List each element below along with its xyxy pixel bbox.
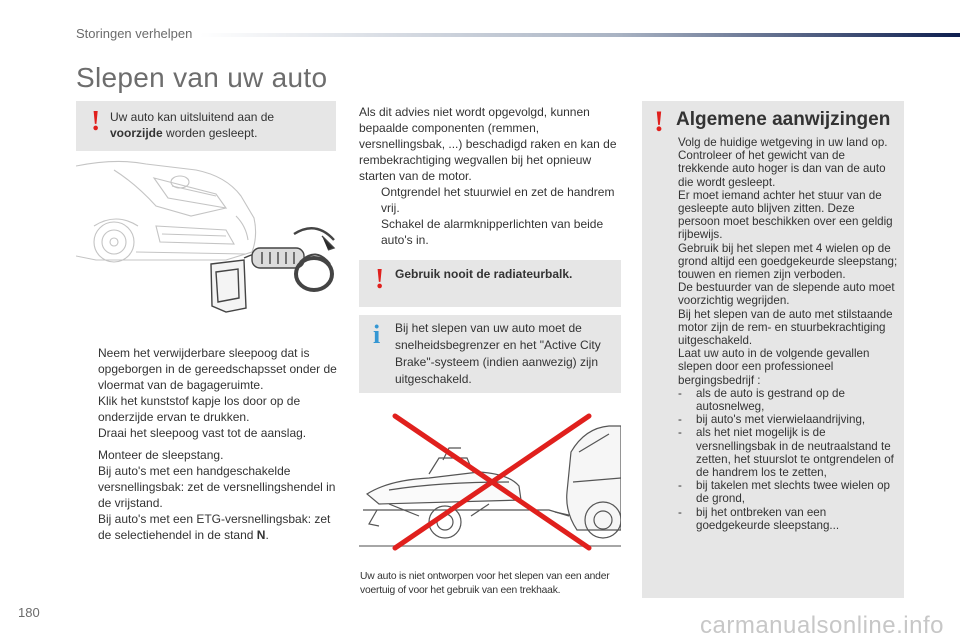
tow-eye-illustration (76, 156, 338, 318)
warning-exclamation-icon: ! (375, 264, 385, 295)
paragraph: De bestuurder van de slepende auto moet voorzichtig wegrijden. (678, 281, 895, 308)
info-box-text: Bij het slepen van uw auto moet de snelheidsbegrenzer en het "Active City Brake"-systeem (indien aanwezig) zijn uitgeschakeld. (395, 321, 601, 386)
list-item: - bij het ontbreken van een goedgekeurde sleepstang... (678, 505, 840, 532)
warning-box-radiator (359, 260, 621, 307)
page-number: 180 (18, 605, 40, 620)
list-item: - als de auto is gestrand op de autosnelweg, (678, 386, 845, 414)
list-item: Bij auto's met een ETG-versnellingsbak: zet de selectiehendel in de stand N. (98, 512, 331, 542)
paragraph: Bij het slepen van de auto met stilstaande motor zijn de rem- en stuurbekrachtiging uitgeschakeld. (678, 307, 893, 348)
paragraph: Er moet iemand achter het stuur van de gesleepte auto blijven zitten. Deze persoon moet beschikken over een geldig rijbewijs. (678, 188, 893, 242)
paragraph: Gebruik bij het slepen met 4 wielen op de grond altijd een goedgekeurde sleepstang; touwen en riemen zijn verboden. (678, 241, 898, 282)
list-item: Neem het verwijderbare sleepoog dat is opgeborgen in de gereedschapsset onder de vloermat van de bagageruimte. (98, 346, 337, 392)
section-header: Storingen verhelpen (76, 26, 193, 41)
list-item: Schakel de alarmknipperlichten van beide auto's in. (381, 217, 604, 247)
warning-exclamation-icon: ! (91, 106, 101, 137)
header-bar (200, 33, 960, 37)
warning-box-front-only (76, 101, 336, 151)
list-item: Ontgrendel het stuurwiel en zet de handrem vrij. (381, 185, 615, 215)
paragraph: Volg de huidige wetgeving in uw land op. (678, 136, 888, 149)
list-item: - bij auto's met vierwielaandrijving, (678, 413, 866, 427)
list-item: Monteer de sleepstang. (98, 448, 224, 462)
warning-exclamation-icon: ! (654, 105, 664, 138)
left-steps-list-2 (76, 447, 338, 543)
warning-front-text: Uw auto kan uitsluitend aan de voorzijde worden gesleept. (110, 110, 275, 140)
list-item: Klik het kunststof kapje los door op de onderzijde ervan te drukken. (98, 394, 301, 424)
list-item: - als het niet mogelijk is de versnellingsbak in de neutraalstand te zetten, het stuurslot te ontgrendelen of de handrem los te zetten, (678, 426, 894, 480)
left-steps (76, 345, 338, 543)
illustration-caption: Uw auto is niet ontworpen voor het slepen van een ander voertuig of voor het gebruik van een trekhaak. (360, 571, 610, 596)
paragraph: Laat uw auto in de volgende gevallen slepen door een professioneel bergingsbedrijf : (678, 347, 870, 387)
watermark: carmanualsonline.info (700, 612, 944, 639)
list-item: Draai het sleepoog vast tot de aanslag. (98, 426, 307, 440)
list-item: - bij takelen met slechts twee wielen op de grond, (678, 479, 890, 506)
middle-steps-list (359, 184, 621, 248)
middle-intro: Als dit advies niet wordt opgevolgd, kunnen bepaalde componenten (remmen, versnellingsbak, ...) beschadigd raken en kan de rembekrachtiging wegvallen bij het opnieuw starten van de motor. (359, 105, 617, 183)
info-box-speed-limiter (359, 315, 621, 393)
info-icon: i (373, 320, 381, 349)
general-guidelines-body (678, 136, 898, 532)
paragraph: Controleer of het gewicht van de trekkende auto hoger is dan van de auto die wordt gesleept. (678, 149, 886, 189)
left-steps-list (76, 345, 338, 441)
warning-radiator-text: Gebruik nooit de radiateurbalk. (395, 267, 573, 281)
page-title: Slepen van uw auto (76, 62, 328, 93)
towing-prohibited-illustration (359, 412, 621, 554)
general-guidelines-title: Algemene aanwijzingen (676, 109, 891, 130)
list-item: Bij auto's met een handgeschakelde versnellingsbak: zet de versnellingshendel in de vrijstand. (98, 464, 336, 510)
